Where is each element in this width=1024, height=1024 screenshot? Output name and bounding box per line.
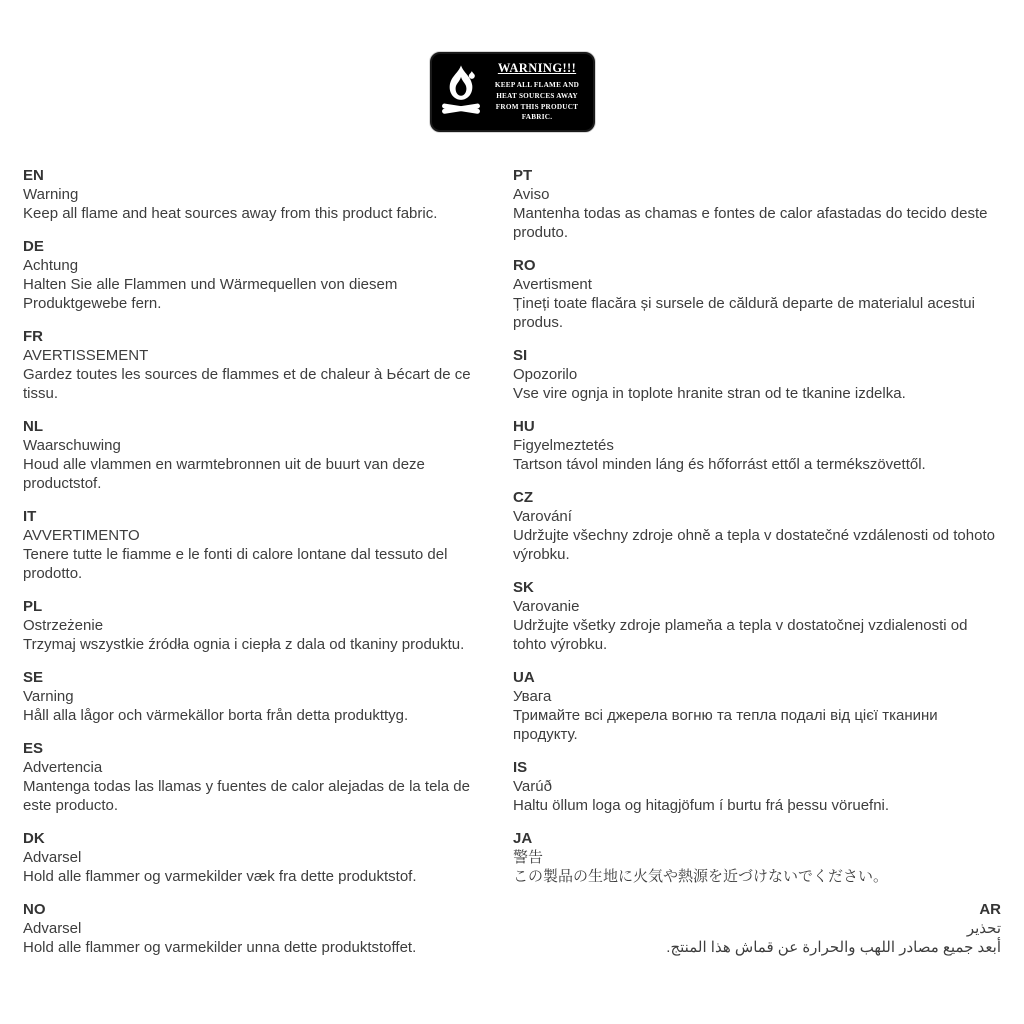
warning-word: Ostrzeżenie [23,617,104,634]
warning-word: Advarsel [23,920,82,937]
warning-word: Varovanie [513,598,580,615]
warning-word: تحذير [966,920,1001,937]
language-code: RO [513,257,536,274]
warning-text: Tenere tutte le fiamme e le fonti di calore lontane dal tessuto del prodotto. [23,546,448,582]
warning-text: Trzymaj wszystkie źródła ognia i ciepła z dala od tkaniny produktu. [23,636,465,653]
language-entry [513,417,1001,474]
language-code: PT [513,167,533,184]
language-entry [23,417,490,493]
warning-word: Opozorilo [513,366,578,383]
warning-text: أبعد جميع مصادر اللهب والحرارة عن قماش هذا المنتج. [666,939,1001,956]
warning-text: Tartson távol minden láng és hőforrást ettől a termékszövettől. [513,456,926,473]
warning-word: Achtung [23,257,79,274]
warning-text: Halten Sie alle Flammen und Wärmequellen von diesem Produktgewebe fern. [23,276,398,312]
language-code: PL [23,598,43,615]
warning-badge-text [489,61,586,123]
warning-text: Udržujte všetky zdroje plameňa a tepla v dostatočnej vzdialenosti od tohto výrobku. [513,617,968,653]
warning-text: Houd alle vlammen en warmtebronnen uit de buurt van deze productstof. [23,456,425,492]
warning-word: AVVERTIMENTO [23,527,140,544]
language-entry [23,166,490,223]
language-code: SI [513,347,528,364]
language-code: AR [979,901,1001,918]
warning-text: Gardez toutes les sources de flammes et de chaleur à Ьécart de ce tissu. [23,366,471,402]
warning-text: Mantenga todas las llamas y fuentes de calor alejadas de la tela de este producto. [23,778,470,814]
warning-text: Håll alla lågor och värmekällor borta från detta produkttyg. [23,707,409,724]
warning-word: Aviso [513,186,550,203]
language-code: UA [513,669,535,686]
language-code: SK [513,579,534,596]
warning-text: Hold alle flammer og varmekilder væk fra dette produktstof. [23,868,417,885]
warning-text: Țineți toate flacăra și sursele de căldură departe de materialul acestui produs. [513,295,975,331]
warning-word: Увага [513,688,552,705]
language-code: EN [23,167,44,184]
language-entry [23,829,490,886]
language-code: FR [23,328,43,345]
warning-text: Keep all flame and heat sources away from this product fabric. [23,205,438,222]
language-code: DK [23,830,45,847]
language-entry [23,507,490,583]
campfire-flame-icon [436,60,486,124]
language-entry [513,256,1001,332]
warning-text: この製品の生地に火気や熱源を近づけないでください。 [513,868,889,885]
language-entry [23,739,490,815]
language-code: IS [513,759,528,776]
warning-word: Warning [23,186,79,203]
warning-word: Varúð [513,778,552,795]
language-code: SE [23,669,44,686]
warning-word: AVERTISSEMENT [23,347,149,364]
warning-text: Haltu öllum loga og hitagjöfum í burtu frá þessu vöruefni. [513,797,890,814]
warning-word: Varning [23,688,74,705]
language-entry [513,900,1001,957]
warning-badge-subtitle: KEEP ALL FLAME AND HEAT SOURCES AWAY FROM THIS PRODUCT FABRIC. [494,80,580,122]
language-column-right [513,166,1001,971]
language-code: HU [513,418,535,435]
warning-word: Figyelmeztetés [513,437,614,454]
language-entry [23,237,490,313]
language-entry [513,166,1001,242]
warning-word: Advarsel [23,849,82,866]
language-code: IT [23,508,37,525]
warning-word: Varování [513,508,572,525]
language-entry [513,488,1001,564]
language-code: DE [23,238,44,255]
warning-word: Avertisment [513,276,592,293]
warning-word: Advertencia [23,759,103,776]
warning-text: Mantenha todas as chamas e fontes de calor afastadas do tecido deste produto. [513,205,988,241]
language-code: NL [23,418,43,435]
warning-badge-title: WARNING!!! [497,60,577,75]
language-entry [513,346,1001,403]
language-entry [513,758,1001,815]
language-columns [23,166,1001,971]
language-entry [23,327,490,403]
language-code: ES [23,740,44,757]
language-entry [23,668,490,725]
language-code: JA [513,830,533,847]
language-code: CZ [513,489,533,506]
language-entry [513,829,1001,886]
language-entry [23,900,490,957]
warning-word: Waarschuwing [23,437,121,454]
warning-text: Udržujte všechny zdroje ohně a tepla v dostatečné vzdálenosti od tohoto výrobku. [513,527,995,563]
warning-badge [430,52,595,132]
warning-text: Vse vire ognja in toplote hranite stran od te tkanine izdelka. [513,385,906,402]
language-entry [513,578,1001,654]
language-column-left [23,166,490,971]
warning-word: 警告 [513,849,544,866]
warning-text: Тримайте всі джерела вогню та тепла подалі від цієї тканини продукту. [513,707,938,743]
language-entry [23,597,490,654]
warning-text: Hold alle flammer og varmekilder unna dette produktstoffet. [23,939,417,956]
language-entry [513,668,1001,744]
language-code: NO [23,901,46,918]
